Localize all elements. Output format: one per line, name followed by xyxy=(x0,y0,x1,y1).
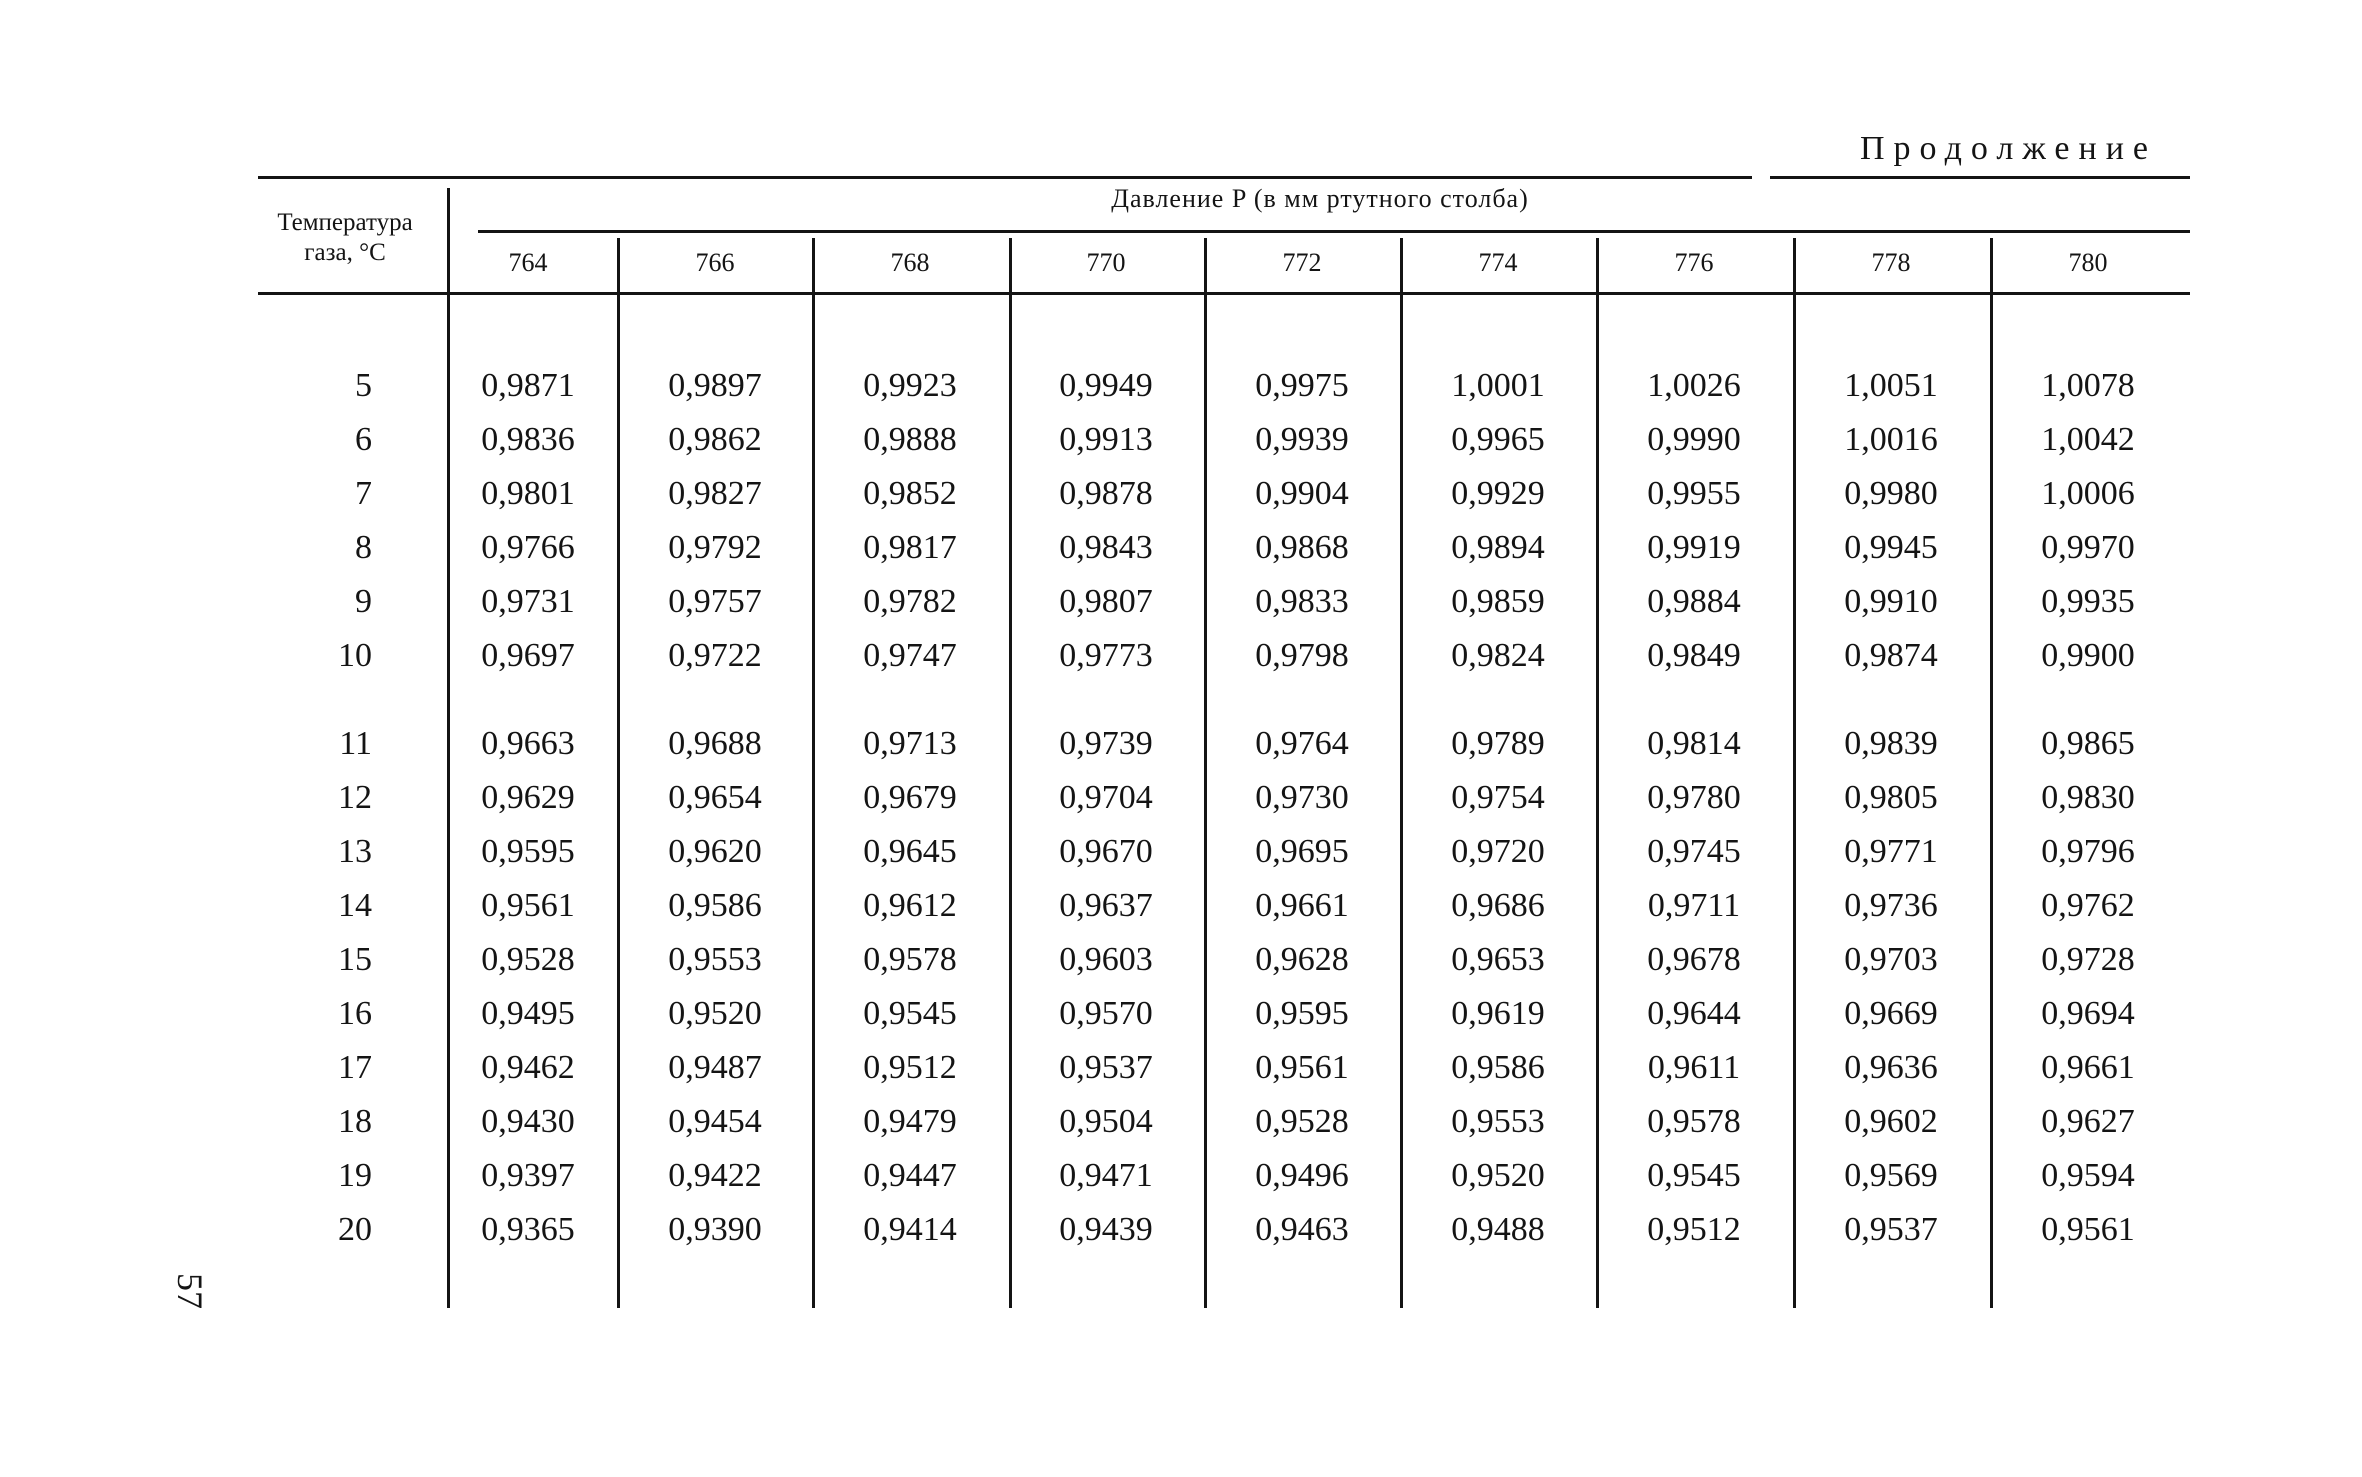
value-cell: 0,9745 xyxy=(1647,833,1741,870)
header-bottom-rule xyxy=(258,292,2190,295)
value-cell: 0,9970 xyxy=(2041,529,2135,566)
value-cell: 0,9697 xyxy=(481,637,575,674)
value-cell: 0,9602 xyxy=(1844,1103,1938,1140)
continuation-label: Продолжение xyxy=(1860,130,2158,167)
table-row xyxy=(0,576,2362,628)
value-cell: 0,9955 xyxy=(1647,475,1741,512)
value-cell: 0,9636 xyxy=(1844,1049,1938,1086)
pressure-col-766: 766 xyxy=(695,248,735,277)
value-cell: 0,9627 xyxy=(2041,1103,2135,1140)
value-cell: 0,9990 xyxy=(1647,421,1741,458)
value-cell: 0,9919 xyxy=(1647,529,1741,566)
value-cell: 0,9537 xyxy=(1844,1211,1938,1248)
value-cell: 0,9462 xyxy=(481,1049,575,1086)
value-cell: 0,9904 xyxy=(1255,475,1349,512)
value-cell: 0,9923 xyxy=(863,367,957,404)
temperature-cell: 18 xyxy=(338,1103,372,1140)
value-cell: 0,9747 xyxy=(863,637,957,674)
value-cell: 0,9520 xyxy=(668,995,762,1032)
value-cell: 0,9678 xyxy=(1647,941,1741,978)
value-cell: 1,0042 xyxy=(2041,421,2135,458)
value-cell: 0,9894 xyxy=(1451,529,1545,566)
value-cell: 0,9654 xyxy=(668,779,762,816)
table-row xyxy=(0,1042,2362,1094)
value-cell: 0,9553 xyxy=(668,941,762,978)
value-cell: 0,9528 xyxy=(1255,1103,1349,1140)
value-cell: 0,9545 xyxy=(1647,1157,1741,1194)
value-cell: 0,9611 xyxy=(1647,1049,1741,1086)
value-cell: 1,0016 xyxy=(1844,421,1938,458)
value-cell: 0,9824 xyxy=(1451,637,1545,674)
pressure-col-780: 780 xyxy=(2068,248,2108,277)
value-cell: 0,9884 xyxy=(1647,583,1741,620)
value-cell: 0,9789 xyxy=(1451,725,1545,762)
temperature-cell: 14 xyxy=(338,887,372,924)
pressure-header: Давление P (в мм ртутного столба) xyxy=(1111,184,1529,213)
value-cell: 0,9720 xyxy=(1451,833,1545,870)
table-row xyxy=(0,880,2362,932)
value-cell: 0,9365 xyxy=(481,1211,575,1248)
table-row xyxy=(0,522,2362,574)
value-cell: 0,9935 xyxy=(2041,583,2135,620)
value-cell: 0,9865 xyxy=(2041,725,2135,762)
value-cell: 0,9586 xyxy=(1451,1049,1545,1086)
temperature-cell: 13 xyxy=(338,833,372,870)
temperature-cell: 16 xyxy=(338,995,372,1032)
value-cell: 0,9629 xyxy=(481,779,575,816)
value-cell: 0,9561 xyxy=(481,887,575,924)
value-cell: 0,9900 xyxy=(2041,637,2135,674)
value-cell: 0,9703 xyxy=(1844,941,1938,978)
value-cell: 0,9661 xyxy=(2041,1049,2135,1086)
value-cell: 0,9628 xyxy=(1255,941,1349,978)
value-cell: 0,9637 xyxy=(1059,887,1153,924)
value-cell: 0,9980 xyxy=(1844,475,1938,512)
value-cell: 0,9843 xyxy=(1059,529,1153,566)
value-cell: 0,9849 xyxy=(1647,637,1741,674)
value-cell: 0,9757 xyxy=(668,583,762,620)
value-cell: 0,9728 xyxy=(2041,941,2135,978)
pressure-col-772: 772 xyxy=(1282,248,1322,277)
table-row xyxy=(0,826,2362,878)
value-cell: 0,9439 xyxy=(1059,1211,1153,1248)
value-cell: 0,9862 xyxy=(668,421,762,458)
value-cell: 0,9792 xyxy=(668,529,762,566)
value-cell: 0,9679 xyxy=(863,779,957,816)
value-cell: 0,9512 xyxy=(863,1049,957,1086)
value-cell: 0,9888 xyxy=(863,421,957,458)
value-cell: 0,9780 xyxy=(1647,779,1741,816)
value-cell: 0,9496 xyxy=(1255,1157,1349,1194)
pressure-col-776: 776 xyxy=(1674,248,1714,277)
value-cell: 0,9833 xyxy=(1255,583,1349,620)
value-cell: 0,9447 xyxy=(863,1157,957,1194)
value-cell: 0,9495 xyxy=(481,995,575,1032)
value-cell: 0,9561 xyxy=(2041,1211,2135,1248)
temperature-cell: 8 xyxy=(355,529,372,566)
temperature-cell: 10 xyxy=(338,637,372,674)
value-cell: 0,9570 xyxy=(1059,995,1153,1032)
value-cell: 0,9764 xyxy=(1255,725,1349,762)
value-cell: 0,9670 xyxy=(1059,833,1153,870)
value-cell: 0,9471 xyxy=(1059,1157,1153,1194)
value-cell: 0,9713 xyxy=(863,725,957,762)
value-cell: 0,9874 xyxy=(1844,637,1938,674)
value-cell: 0,9578 xyxy=(1647,1103,1741,1140)
value-cell: 0,9686 xyxy=(1451,887,1545,924)
value-cell: 0,9878 xyxy=(1059,475,1153,512)
value-cell: 0,9754 xyxy=(1451,779,1545,816)
value-cell: 0,9688 xyxy=(668,725,762,762)
temperature-header-line2: газа, °С xyxy=(304,239,386,266)
value-cell: 0,9612 xyxy=(863,887,957,924)
value-cell: 0,9594 xyxy=(2041,1157,2135,1194)
value-cell: 1,0078 xyxy=(2041,367,2135,404)
value-cell: 0,9644 xyxy=(1647,995,1741,1032)
value-cell: 0,9827 xyxy=(668,475,762,512)
value-cell: 0,9663 xyxy=(481,725,575,762)
pressure-col-764: 764 xyxy=(508,248,548,277)
value-cell: 0,9722 xyxy=(668,637,762,674)
table-row xyxy=(0,630,2362,682)
value-cell: 0,9830 xyxy=(2041,779,2135,816)
value-cell: 0,9807 xyxy=(1059,583,1153,620)
temperature-cell: 7 xyxy=(355,475,372,512)
value-cell: 0,9965 xyxy=(1451,421,1545,458)
table-row xyxy=(0,414,2362,466)
temperature-cell: 6 xyxy=(355,421,372,458)
value-cell: 0,9553 xyxy=(1451,1103,1545,1140)
value-cell: 0,9454 xyxy=(668,1103,762,1140)
top-rule-right xyxy=(1770,176,2190,179)
value-cell: 0,9694 xyxy=(2041,995,2135,1032)
table-row xyxy=(0,718,2362,770)
value-cell: 1,0051 xyxy=(1844,367,1938,404)
value-cell: 0,9545 xyxy=(863,995,957,1032)
value-cell: 0,9397 xyxy=(481,1157,575,1194)
value-cell: 0,9945 xyxy=(1844,529,1938,566)
pressure-col-770: 770 xyxy=(1086,248,1126,277)
value-cell: 0,9661 xyxy=(1255,887,1349,924)
value-cell: 0,9595 xyxy=(481,833,575,870)
value-cell: 0,9595 xyxy=(1255,995,1349,1032)
value-cell: 0,9422 xyxy=(668,1157,762,1194)
value-cell: 0,9653 xyxy=(1451,941,1545,978)
value-cell: 0,9868 xyxy=(1255,529,1349,566)
temperature-cell: 9 xyxy=(355,583,372,620)
value-cell: 0,9730 xyxy=(1255,779,1349,816)
table-row xyxy=(0,360,2362,412)
value-cell: 0,9913 xyxy=(1059,421,1153,458)
table-row xyxy=(0,988,2362,1040)
value-cell: 0,9479 xyxy=(863,1103,957,1140)
value-cell: 0,9910 xyxy=(1844,583,1938,620)
value-cell: 0,9852 xyxy=(863,475,957,512)
value-cell: 0,9504 xyxy=(1059,1103,1153,1140)
value-cell: 0,9736 xyxy=(1844,887,1938,924)
value-cell: 0,9739 xyxy=(1059,725,1153,762)
temperature-header-line1: Температура xyxy=(277,209,413,236)
pressure-col-768: 768 xyxy=(890,248,930,277)
top-rule-left xyxy=(258,176,1752,179)
value-cell: 1,0006 xyxy=(2041,475,2135,512)
temperature-cell: 12 xyxy=(338,779,372,816)
value-cell: 0,9839 xyxy=(1844,725,1938,762)
value-cell: 0,9762 xyxy=(2041,887,2135,924)
value-cell: 0,9695 xyxy=(1255,833,1349,870)
value-cell: 1,0001 xyxy=(1451,367,1545,404)
temperature-cell: 11 xyxy=(339,725,372,762)
value-cell: 0,9430 xyxy=(481,1103,575,1140)
temperature-cell: 15 xyxy=(338,941,372,978)
value-cell: 0,9586 xyxy=(668,887,762,924)
table-row xyxy=(0,934,2362,986)
value-cell: 0,9817 xyxy=(863,529,957,566)
temperature-cell: 20 xyxy=(338,1211,372,1248)
value-cell: 0,9520 xyxy=(1451,1157,1545,1194)
value-cell: 0,9463 xyxy=(1255,1211,1349,1248)
temperature-header xyxy=(250,208,440,268)
value-cell: 0,9929 xyxy=(1451,475,1545,512)
value-cell: 0,9414 xyxy=(863,1211,957,1248)
value-cell: 0,9871 xyxy=(481,367,575,404)
table-row xyxy=(0,468,2362,520)
temperature-cell: 5 xyxy=(355,367,372,404)
value-cell: 0,9805 xyxy=(1844,779,1938,816)
value-cell: 0,9773 xyxy=(1059,637,1153,674)
value-cell: 0,9939 xyxy=(1255,421,1349,458)
value-cell: 0,9578 xyxy=(863,941,957,978)
table-row xyxy=(0,1204,2362,1256)
table-row xyxy=(0,1096,2362,1148)
value-cell: 0,9949 xyxy=(1059,367,1153,404)
value-cell: 0,9645 xyxy=(863,833,957,870)
value-cell: 0,9603 xyxy=(1059,941,1153,978)
pressure-col-774: 774 xyxy=(1478,248,1518,277)
temperature-cell: 17 xyxy=(338,1049,372,1086)
value-cell: 0,9798 xyxy=(1255,637,1349,674)
pressure-col-778: 778 xyxy=(1871,248,1911,277)
value-cell: 0,9859 xyxy=(1451,583,1545,620)
value-cell: 0,9766 xyxy=(481,529,575,566)
value-cell: 0,9711 xyxy=(1647,887,1741,924)
value-cell: 0,9619 xyxy=(1451,995,1545,1032)
table-row xyxy=(0,772,2362,824)
value-cell: 0,9561 xyxy=(1255,1049,1349,1086)
value-cell: 0,9620 xyxy=(668,833,762,870)
table-row xyxy=(0,1150,2362,1202)
value-cell: 1,0026 xyxy=(1647,367,1741,404)
value-cell: 0,9487 xyxy=(668,1049,762,1086)
value-cell: 0,9537 xyxy=(1059,1049,1153,1086)
value-cell: 0,9796 xyxy=(2041,833,2135,870)
value-cell: 0,9731 xyxy=(481,583,575,620)
value-cell: 0,9512 xyxy=(1647,1211,1741,1248)
value-cell: 0,9771 xyxy=(1844,833,1938,870)
pressure-subrule xyxy=(478,230,2190,233)
value-cell: 0,9488 xyxy=(1451,1211,1545,1248)
temperature-cell: 19 xyxy=(338,1157,372,1194)
value-cell: 0,9836 xyxy=(481,421,575,458)
value-cell: 0,9704 xyxy=(1059,779,1153,816)
value-cell: 0,9782 xyxy=(863,583,957,620)
value-cell: 0,9390 xyxy=(668,1211,762,1248)
page-number: 57 xyxy=(170,1273,210,1309)
value-cell: 0,9669 xyxy=(1844,995,1938,1032)
value-cell: 0,9528 xyxy=(481,941,575,978)
value-cell: 0,9569 xyxy=(1844,1157,1938,1194)
value-cell: 0,9814 xyxy=(1647,725,1741,762)
value-cell: 0,9897 xyxy=(668,367,762,404)
value-cell: 0,9801 xyxy=(481,475,575,512)
value-cell: 0,9975 xyxy=(1255,367,1349,404)
